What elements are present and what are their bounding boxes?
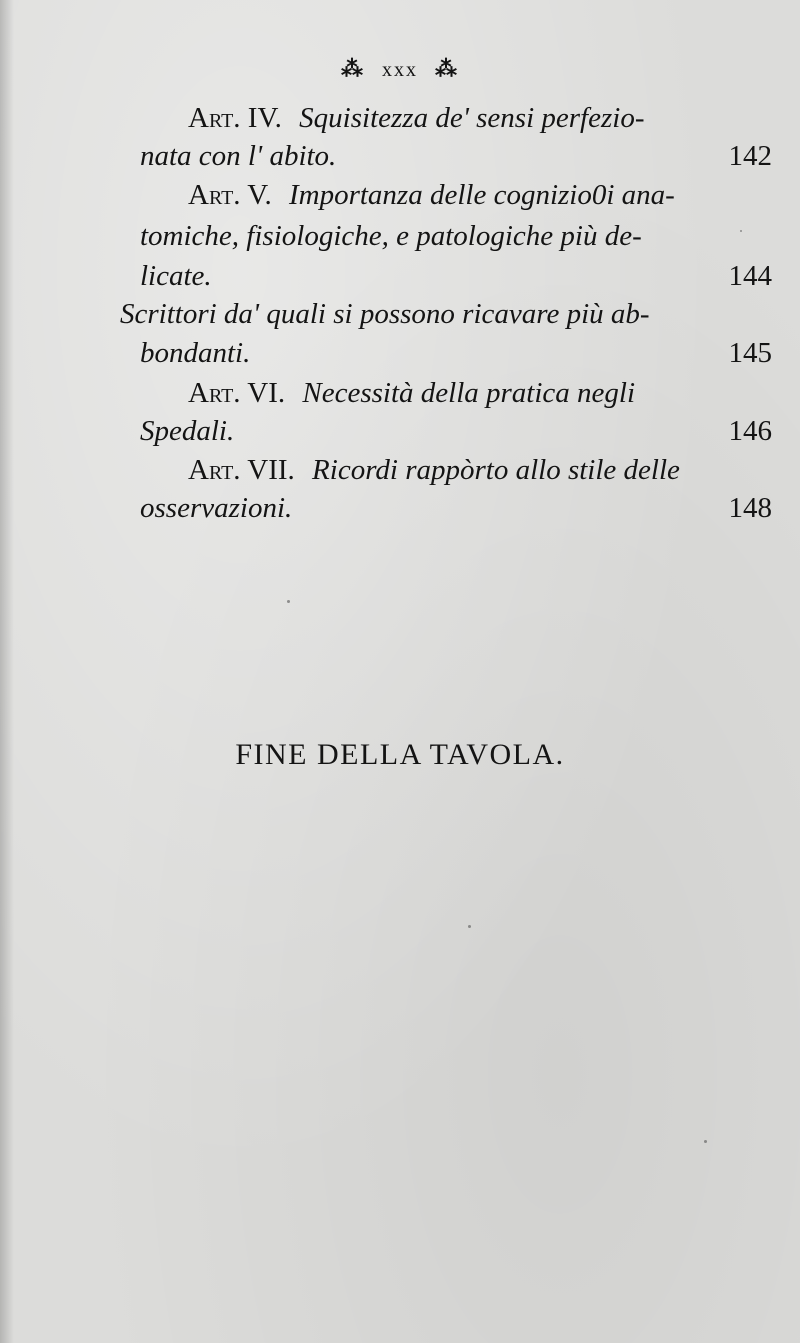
paper-speck (704, 1140, 707, 1143)
entry-line (140, 258, 212, 294)
entry-text: Squisitezza de' sensi perfezio- (299, 102, 645, 134)
entry-text: Necessità della pratica negli (302, 377, 636, 409)
entry-text: nata con l' abito. (140, 140, 337, 172)
article-label: Art. VI. (188, 377, 286, 409)
entry-line (140, 490, 292, 526)
entry-line (140, 335, 250, 371)
entry-text: Importanza delle cognizio0i ana- (288, 179, 675, 211)
entry-text: Scrittori da' quali si possono ricavare più ab- (120, 298, 650, 330)
entry-line (188, 177, 675, 213)
page-number: xxx (382, 59, 418, 81)
entry-line (140, 218, 642, 254)
entry-line (140, 138, 336, 174)
entry-text: licate. (140, 260, 212, 292)
article-label: Art. IV. (188, 102, 282, 134)
ornament-left-icon: ⁂ (341, 56, 365, 81)
article-label: Art. VII. (188, 454, 295, 486)
entry-line (140, 413, 234, 449)
entry-line (188, 452, 680, 488)
entry-text: osservazioni. (140, 492, 293, 524)
entry-text: Ricordi rappòrto allo stile delle (312, 454, 680, 486)
page-gutter-shadow (0, 0, 14, 1343)
paper-speck (740, 230, 742, 232)
page-header (0, 56, 800, 82)
entry-line (120, 296, 650, 332)
closing-title: FINE DELLA TAVOLA. (235, 738, 565, 771)
page-ref: 142 (728, 140, 772, 172)
entry-line (188, 100, 644, 136)
paper-speck (468, 925, 471, 928)
paper-speck (287, 600, 290, 603)
page-ref: 145 (728, 337, 772, 369)
article-label: Art. V. (188, 179, 272, 211)
page-ref: 148 (728, 492, 772, 524)
entry-text: bondanti. (140, 337, 251, 369)
entry-text: Spedali. (140, 415, 235, 447)
page-ref: 146 (728, 415, 772, 447)
entry-line (188, 375, 635, 411)
page-ref: 144 (728, 260, 772, 292)
entry-text: tomiche, fisiologiche, e patologiche più de- (140, 220, 642, 252)
ornament-right-icon: ⁂ (435, 56, 459, 81)
